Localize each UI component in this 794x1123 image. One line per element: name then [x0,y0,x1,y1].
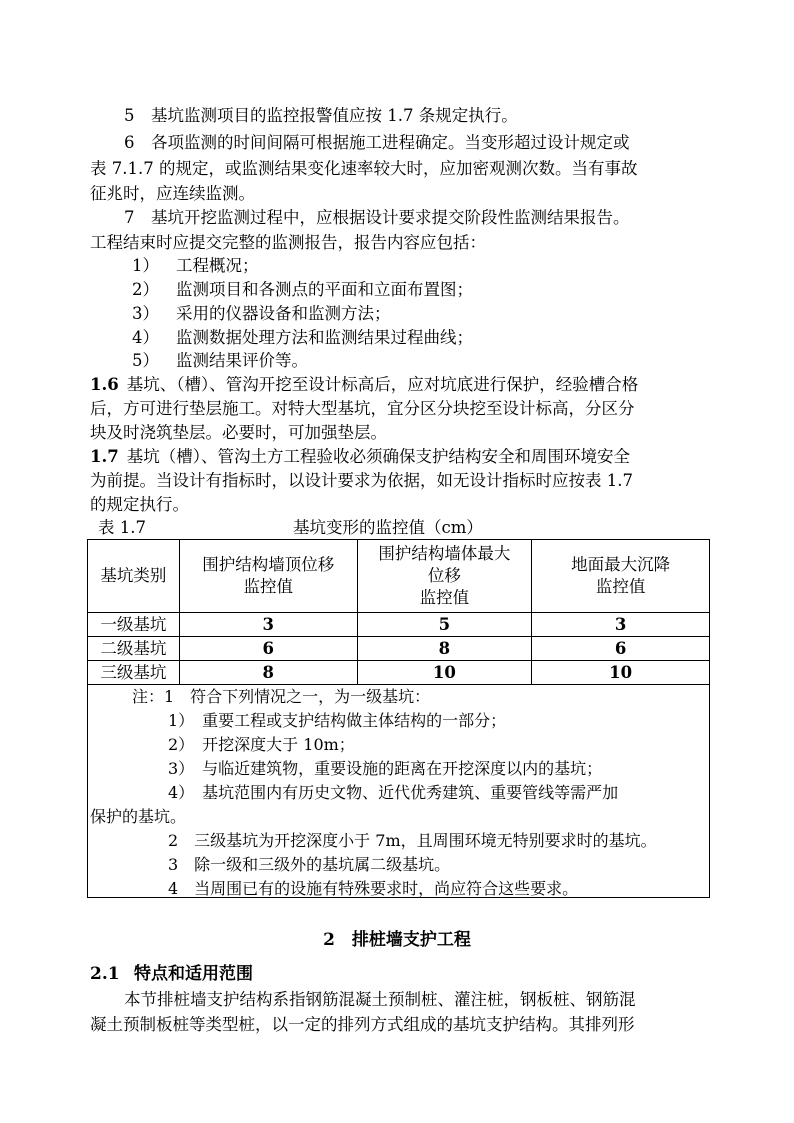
section-heading [90,962,253,986]
note-2: 2 三级基坑为开挖深度小于 7m，且周围环境无特别要求时的基坑。 [168,831,657,850]
report-item: 3） 采用的仪器设备和监测方法； [132,304,391,323]
note-1: 注：1 符合下列情况之一，为一级基坑： [132,687,431,706]
row-category: 二级基坑 [88,637,180,661]
clause-1-7-line-2: 为前提。当设计有指标时，以设计要求为依据，如无设计指标时应按表 1.7 [90,471,633,490]
table-title: 基坑变形的监控值（cm） [293,518,483,537]
report-item: 1） 工程概况； [132,256,259,275]
report-item: 2） 监测项目和各测点的平面和立面布置图； [132,280,473,299]
note-1-item-continued: 保护的基坑。 [90,807,187,826]
wall-body-value: 10 [357,661,532,685]
monitoring-clause-5: 5 基坑监测项目的监控报警值应按 1.7 条规定执行。 [124,106,518,125]
clause-1-6-line-2: 后，方可进行垫层施工。对特大型基坑，宜分区分块挖至设计标高，分区分 [90,399,635,418]
monitoring-values-table [87,539,710,898]
table-row [88,613,710,637]
table-notes [88,685,710,898]
clause-1-7-number: 1.7 [90,447,119,466]
ground-settlement-value: 6 [532,637,710,661]
section-body-line-2: 凝土预制板桩等类型桩，以一定的排列方式组成的基坑支护结构。其排列形 [90,1015,635,1034]
clause-1-7-line-3: 的规定执行。 [90,495,189,514]
monitoring-clause-6-line-3: 征兆时，应连续监测。 [90,184,255,203]
clause-1-6-line-1: 1.6 基坑、（槽）、管沟开挖至设计标高后，应对坑底进行保护，经验槽合格 [90,375,639,394]
table-number: 表 1.7 [98,518,146,537]
header-ground-settlement: 地面最大沉降 监控值 [532,540,710,613]
header-category: 基坑类别 [88,540,180,613]
table-header-row [88,540,710,613]
section-body-line-1: 本节排桩墙支护结构系指钢筋混凝土预制桩、灌注桩，钢板桩、钢筋混 [124,990,636,1009]
report-item: 4） 监测数据处理方法和监测结果过程曲线； [132,328,473,347]
header-wall-top-displacement: 围护结构墙顶位移 监控值 [179,540,357,613]
note-1-item: 4） 基坑范围内有历史文物、近代优秀建筑、重要管线等需严加 [168,783,619,802]
note-1-item: 2） 开挖深度大于 10m； [168,735,355,754]
row-category: 一级基坑 [88,613,180,637]
note-4: 4 当周围已有的设施有特殊要求时，尚应符合这些要求。 [168,879,579,898]
monitoring-clause-7-line-2: 工程结束时应提交完整的监测报告，报告内容应包括： [90,233,486,252]
clause-1-7-line-1: 1.7 基坑（槽）、管沟土方工程验收必须确保支护结构安全和周围环境安全 [90,447,630,466]
row-category: 三级基坑 [88,661,180,685]
wall-top-value: 3 [179,613,357,637]
chapter-title: 2 排桩墙支护工程 [323,930,471,950]
monitoring-clause-6-line-1: 6 各项监测的时间间隔可根据施工进程确定。当变形超过设计规定或 [124,133,630,152]
note-1-item: 1） 重要工程或支护结构做主体结构的一部分； [168,711,507,730]
wall-top-value: 8 [179,661,357,685]
wall-body-value: 5 [357,613,532,637]
section-number: 2.1 [90,964,120,984]
ground-settlement-value: 10 [532,661,710,685]
wall-body-value: 8 [357,637,532,661]
report-item: 5） 监测结果评价等。 [132,351,308,370]
wall-top-value: 6 [179,637,357,661]
table-row [88,661,710,685]
table-notes-row [88,685,710,898]
note-3: 3 除一级和三级外的基坑属二级基坑。 [168,855,451,874]
table-row [88,637,710,661]
note-1-item: 3） 与临近建筑物，重要设施的距离在开挖深度以内的基坑； [168,759,603,778]
clause-1-6-line-3: 块及时浇筑垫层。必要时，可加强垫层。 [90,423,387,442]
ground-settlement-value: 3 [532,613,710,637]
header-wall-body-displacement: 围护结构墙体最大 位移 监控值 [357,540,532,613]
monitoring-clause-6-line-2: 表 7.1.7 的规定，或监测结果变化速率较大时，应加密观测次数。当有事故 [90,159,638,178]
monitoring-clause-7-line-1: 7 基坑开挖监测过程中，应根据设计要求提交阶段性监测结果报告。 [124,208,630,227]
clause-1-6-number: 1.6 [90,375,119,394]
section-title: 特点和适用范围 [134,964,253,984]
